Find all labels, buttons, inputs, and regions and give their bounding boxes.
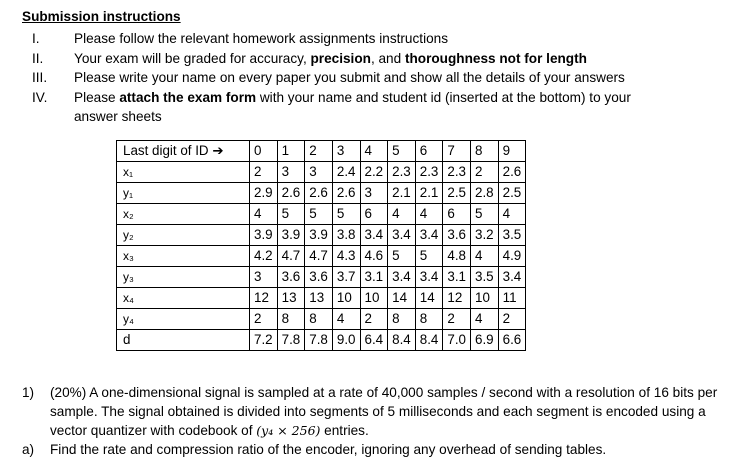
row-label-cell: y₃ bbox=[117, 267, 250, 288]
value-cell: 2.3 bbox=[443, 162, 471, 183]
value-cell: 8 bbox=[388, 309, 416, 330]
question-text bbox=[50, 383, 722, 440]
value-cell: 2.6 bbox=[332, 183, 360, 204]
value-cell: 10 bbox=[332, 288, 360, 309]
value-cell: 6.6 bbox=[498, 330, 526, 351]
instruction-text-part: Your exam will be graded for accuracy, bbox=[74, 50, 311, 66]
value-cell: 3.2 bbox=[471, 225, 499, 246]
value-cell: 4 bbox=[471, 309, 499, 330]
value-cell: 3.4 bbox=[360, 225, 388, 246]
value-cell: 2.5 bbox=[498, 183, 526, 204]
value-cell: 2.1 bbox=[415, 183, 443, 204]
value-cell: 7.8 bbox=[305, 330, 333, 351]
value-cell: 2.6 bbox=[277, 183, 305, 204]
value-cell: 2 bbox=[250, 309, 278, 330]
question-text-part: (20%) A one-dimensional signal is sampled at a rate of 40,000 samples / second with a resolution of 16 bits per sample. The signal obtained is divided into segments of 5 milliseconds and each segment is encoded using a vector quantizer with codebook of bbox=[50, 385, 718, 438]
value-cell: 3.4 bbox=[415, 267, 443, 288]
value-cell: 3.6 bbox=[443, 225, 471, 246]
value-cell: 4.7 bbox=[305, 246, 333, 267]
value-cell: 2 bbox=[360, 309, 388, 330]
question-text-part: entries. bbox=[320, 423, 369, 438]
question-number: 1) bbox=[22, 385, 35, 400]
row-label-cell: y₄ bbox=[117, 309, 250, 330]
value-cell: 4 bbox=[388, 204, 416, 225]
value-cell: 6.9 bbox=[471, 330, 499, 351]
value-cell: 5 bbox=[332, 204, 360, 225]
value-cell: 3.6 bbox=[305, 267, 333, 288]
value-cell: 3.1 bbox=[360, 267, 388, 288]
value-cell: 3.5 bbox=[471, 267, 499, 288]
row-label-cell: y₁ bbox=[117, 183, 250, 204]
section-heading: Submission instructions bbox=[22, 9, 181, 24]
digit-header-cell: 1 bbox=[277, 141, 305, 162]
instruction-number: III. bbox=[32, 70, 48, 85]
digit-header-cell: 8 bbox=[471, 141, 499, 162]
value-cell: 2.6 bbox=[498, 162, 526, 183]
value-cell: 8.4 bbox=[388, 330, 416, 351]
value-cell: 4.2 bbox=[250, 246, 278, 267]
value-cell: 3 bbox=[360, 183, 388, 204]
row-label-cell: y₂ bbox=[117, 225, 250, 246]
question-row bbox=[22, 383, 722, 440]
digit-header-cell: 6 bbox=[415, 141, 443, 162]
value-cell: 3 bbox=[250, 267, 278, 288]
value-cell: 3.9 bbox=[277, 225, 305, 246]
instruction-text-part: Please bbox=[74, 89, 120, 105]
value-cell: 6.4 bbox=[360, 330, 388, 351]
value-cell: 2.1 bbox=[388, 183, 416, 204]
value-cell: 3.7 bbox=[332, 267, 360, 288]
value-cell: 5 bbox=[388, 246, 416, 267]
value-cell: 4.7 bbox=[277, 246, 305, 267]
value-cell: 14 bbox=[415, 288, 443, 309]
value-cell: 8 bbox=[415, 309, 443, 330]
table-row bbox=[117, 225, 526, 246]
table-header-row bbox=[117, 141, 526, 162]
value-cell: 3.4 bbox=[498, 267, 526, 288]
value-cell: 2.5 bbox=[443, 183, 471, 204]
table-row bbox=[117, 246, 526, 267]
value-cell: 2.3 bbox=[415, 162, 443, 183]
value-cell: 4.8 bbox=[443, 246, 471, 267]
instruction-text-bold: thoroughness not for length bbox=[404, 50, 587, 66]
instruction-text-bold: precision bbox=[310, 50, 371, 66]
instruction-item bbox=[22, 29, 722, 49]
table-row bbox=[117, 204, 526, 225]
value-cell: 2.9 bbox=[250, 183, 278, 204]
value-cell: 3.5 bbox=[498, 225, 526, 246]
instruction-item bbox=[22, 68, 722, 88]
row-label-cell: d bbox=[117, 330, 250, 351]
value-cell: 3 bbox=[305, 162, 333, 183]
value-cell: 2.4 bbox=[332, 162, 360, 183]
value-cell: 8 bbox=[277, 309, 305, 330]
instruction-continuation: answer sheets bbox=[74, 109, 162, 124]
value-cell: 6 bbox=[360, 204, 388, 225]
digit-header-cell: 7 bbox=[443, 141, 471, 162]
subpart-text: Find the rate and compression ratio of the encoder, ignoring any overhead of sending tables. bbox=[50, 442, 607, 457]
value-cell: 5 bbox=[415, 246, 443, 267]
row-label-cell: x₂ bbox=[117, 204, 250, 225]
instruction-number: IV. bbox=[32, 89, 48, 105]
value-cell: 3.9 bbox=[305, 225, 333, 246]
instruction-number: I. bbox=[32, 31, 40, 46]
instruction-text bbox=[74, 88, 722, 108]
value-cell: 10 bbox=[471, 288, 499, 309]
value-cell: 14 bbox=[388, 288, 416, 309]
value-cell: 4 bbox=[471, 246, 499, 267]
instruction-text-part: Please follow the relevant homework assignments instructions bbox=[74, 31, 449, 46]
value-cell: 12 bbox=[250, 288, 278, 309]
value-cell: 3 bbox=[277, 162, 305, 183]
table-row bbox=[117, 267, 526, 288]
value-cell: 6 bbox=[443, 204, 471, 225]
table-row bbox=[117, 288, 526, 309]
value-cell: 9.0 bbox=[332, 330, 360, 351]
instruction-text-part: with your name and student id (inserted at the bottom) to your bbox=[256, 89, 631, 105]
value-cell: 2.6 bbox=[305, 183, 333, 204]
codebook-size-expression: (y₄ × 256) bbox=[256, 423, 321, 438]
instruction-text bbox=[74, 49, 722, 69]
value-cell: 4 bbox=[498, 204, 526, 225]
row-label-cell: x₃ bbox=[117, 246, 250, 267]
value-cell: 3.1 bbox=[443, 267, 471, 288]
digit-header-cell: 5 bbox=[388, 141, 416, 162]
question-1 bbox=[22, 383, 722, 459]
value-cell: 8.4 bbox=[415, 330, 443, 351]
instruction-number: II. bbox=[32, 50, 44, 66]
digit-header-cell: 2 bbox=[305, 141, 333, 162]
instruction-text bbox=[74, 68, 722, 88]
value-cell: 5 bbox=[471, 204, 499, 225]
value-cell: 11 bbox=[498, 288, 526, 309]
value-cell: 4 bbox=[250, 204, 278, 225]
question-subpart-a bbox=[22, 440, 722, 459]
value-cell: 3.9 bbox=[250, 225, 278, 246]
value-cell: 4.3 bbox=[332, 246, 360, 267]
digit-header-cell: 4 bbox=[360, 141, 388, 162]
value-cell: 2 bbox=[498, 309, 526, 330]
table-row bbox=[117, 162, 526, 183]
instruction-text-part: , and bbox=[370, 50, 405, 66]
instruction-item bbox=[22, 88, 722, 108]
value-cell: 2 bbox=[250, 162, 278, 183]
value-cell: 3.6 bbox=[277, 267, 305, 288]
value-cell: 5 bbox=[305, 204, 333, 225]
subpart-number: a) bbox=[22, 442, 35, 457]
row-label-cell: x₄ bbox=[117, 288, 250, 309]
value-cell: 4.9 bbox=[498, 246, 526, 267]
value-cell: 4.6 bbox=[360, 246, 388, 267]
instruction-text-part: Please write your name on every paper you submit and show all the details of your answers bbox=[74, 70, 625, 85]
value-cell: 3.4 bbox=[388, 225, 416, 246]
value-cell: 12 bbox=[443, 288, 471, 309]
header-label-cell: Last digit of ID ➔ bbox=[117, 141, 250, 162]
value-cell: 10 bbox=[360, 288, 388, 309]
value-cell: 3.8 bbox=[332, 225, 360, 246]
value-cell: 3.4 bbox=[415, 225, 443, 246]
value-cell: 4 bbox=[332, 309, 360, 330]
value-cell: 7.2 bbox=[250, 330, 278, 351]
value-cell: 13 bbox=[305, 288, 333, 309]
value-cell: 2.2 bbox=[360, 162, 388, 183]
digit-header-cell: 0 bbox=[250, 141, 278, 162]
instruction-item bbox=[22, 49, 722, 69]
instruction-text bbox=[74, 29, 722, 49]
value-cell: 5 bbox=[277, 204, 305, 225]
digit-header-cell: 3 bbox=[332, 141, 360, 162]
instruction-text-bold: attach the exam form bbox=[119, 89, 257, 105]
value-cell: 2 bbox=[471, 162, 499, 183]
digit-header-cell: 9 bbox=[498, 141, 526, 162]
value-cell: 2.3 bbox=[388, 162, 416, 183]
value-cell: 7.8 bbox=[277, 330, 305, 351]
value-cell: 13 bbox=[277, 288, 305, 309]
value-cell: 2 bbox=[443, 309, 471, 330]
instruction-list bbox=[22, 29, 722, 127]
table-row bbox=[117, 183, 526, 204]
id-parameter-table bbox=[116, 140, 526, 351]
table-row bbox=[117, 330, 526, 351]
row-label-cell: x₁ bbox=[117, 162, 250, 183]
table-row bbox=[117, 309, 526, 330]
value-cell: 7.0 bbox=[443, 330, 471, 351]
value-cell: 2.8 bbox=[471, 183, 499, 204]
value-cell: 3.4 bbox=[388, 267, 416, 288]
value-cell: 4 bbox=[415, 204, 443, 225]
value-cell: 8 bbox=[305, 309, 333, 330]
